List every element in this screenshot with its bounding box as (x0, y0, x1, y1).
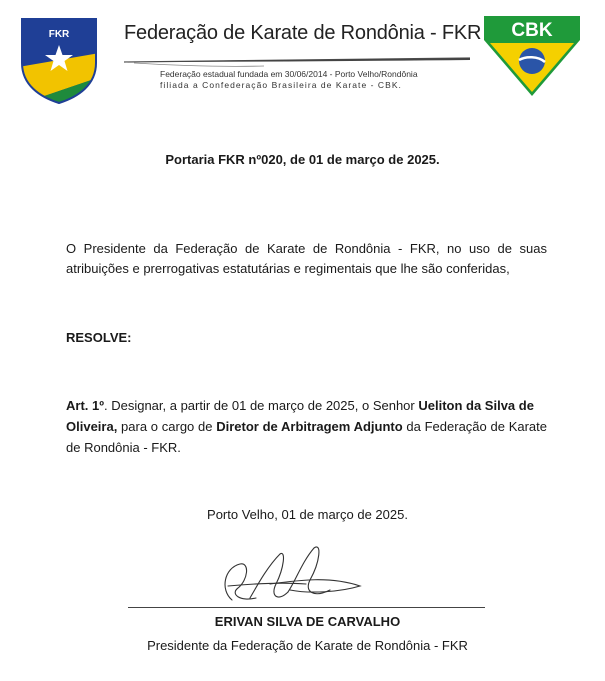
article-text-3: da Federação de Karate (402, 419, 547, 434)
signer-role: Presidente da Federação de Karate de Rondônia - FKR (147, 638, 468, 653)
fkr-logo-text: FKR (48, 29, 70, 40)
header-subtitle-affiliation: filiada a Confederação Brasileira de Karate - CBK. (160, 80, 402, 90)
place-date: Porto Velho, 01 de março de 2025. (207, 507, 408, 522)
article-line-3: de Rondônia - FKR. (66, 440, 181, 455)
article-label: Art. 1º (66, 398, 104, 413)
preamble-line-2: atribuições e prerrogativas estatutárias e regimentais que lhe são conferidas, (66, 261, 510, 276)
header-title: Federação de Karate de Rondônia - FKR (124, 22, 482, 44)
article-line-1 (66, 396, 534, 416)
appointee-name-part-1: Ueliton da Silva de (418, 398, 534, 413)
preamble-line-1: O Presidente da Federação de Karate de Rondônia - FKR, no uso de suas (66, 241, 547, 256)
article-line-2 (66, 417, 547, 437)
header-subtitle-founded: Federação estadual fundada em 30/06/2014 - Porto Velho/Rondônia (160, 69, 418, 79)
fkr-logo (18, 15, 100, 105)
handwritten-signature (210, 540, 380, 612)
article-text-1: . Designar, a partir de 01 de março de 2025, o Senhor (103, 398, 419, 413)
cbk-logo (484, 16, 580, 96)
position-title: Diretor de Arbitragem Adjunto (216, 419, 403, 434)
article-text-2: para o cargo de (117, 419, 217, 434)
resolve-heading: RESOLVE: (66, 330, 132, 345)
document-title: Portaria FKR nº020, de 01 de março de 2025. (165, 152, 440, 167)
cbk-logo-text: CBK (511, 20, 553, 41)
signer-name: ERIVAN SILVA DE CARVALHO (214, 614, 401, 629)
appointee-name-part-2: Oliveira, (66, 419, 118, 434)
signature-line (128, 607, 485, 608)
